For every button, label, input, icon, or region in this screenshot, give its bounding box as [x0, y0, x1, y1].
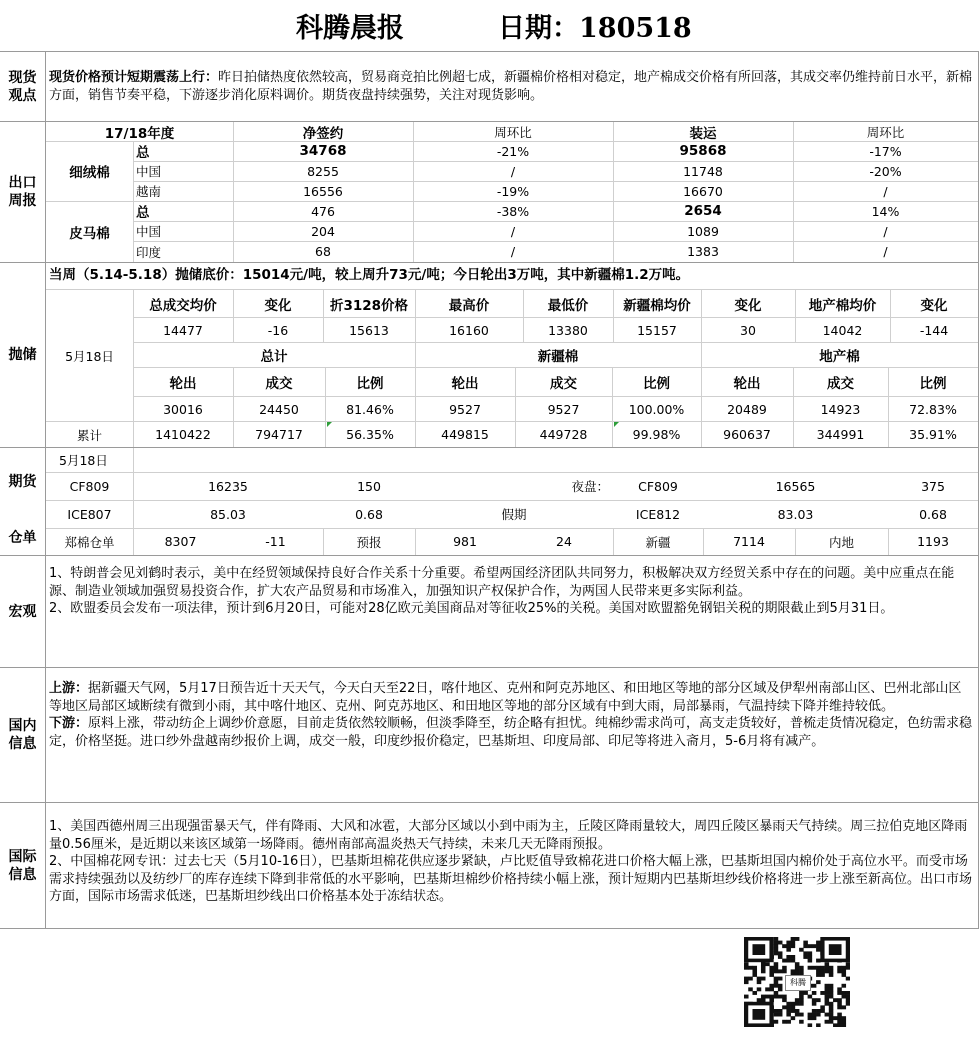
inland-label: 内地: [828, 534, 854, 550]
reserve-cum-value: 960637: [723, 427, 771, 442]
reserve-group-header: 新疆棉: [537, 349, 579, 365]
export-group-upland: 细绒棉: [69, 165, 110, 181]
xinjiang-value: 7114: [733, 534, 765, 549]
reserve-sub-header: 轮出: [733, 376, 761, 392]
export-row-label: 中国: [136, 164, 162, 179]
section-label-spot: 现货观点: [8, 69, 37, 104]
ice-contract: ICE807: [67, 506, 112, 522]
export-cell: /: [883, 183, 888, 199]
reserve-sub-header: 轮出: [451, 376, 479, 392]
reserve-sub-header: 成交: [550, 376, 577, 392]
export-row-label: 总: [136, 205, 150, 221]
ice-change: 0.68: [355, 506, 383, 522]
export-cell: /: [510, 244, 516, 259]
reserve-price-header: 变化: [920, 297, 948, 314]
reserve-date: 5月18日: [65, 348, 114, 364]
section-label-intl: 国际信息: [8, 848, 37, 883]
ice-price-2: 83.03: [777, 506, 814, 522]
export-cell: 14%: [871, 203, 900, 219]
reserve-summary: 当周（5.14-5.18）抛储底价：15014元/吨，较上周升73元/吨；今日轮出3万吨，其中新疆棉1.2万吨。: [49, 267, 690, 283]
reserve-sub-header: 比例: [643, 376, 670, 392]
ice-price: 85.03: [210, 506, 246, 522]
forecast-total: 981: [453, 534, 477, 549]
reserve-cum-value: 56.35%: [346, 427, 394, 442]
futures-change: 150: [357, 478, 381, 494]
export-cell: 68: [315, 244, 331, 259]
intl-text: [49, 818, 974, 906]
export-cell: -38%: [496, 203, 530, 219]
ice-contract-2: ICE812: [635, 506, 681, 522]
forecast-label: 预报: [356, 534, 382, 550]
reserve-price-header: 最高价: [448, 297, 490, 314]
warehouse-label: 郑棉仓单: [64, 534, 115, 550]
macro-item-1: 1、特朗普会见刘鹤时表示，美中在经贸领域保持良好合作关系十分重要。希望两国经济团队共同努力，积极解决双方经贸关系中存在的问题。美中应重点在能源、制造业领域加强贸易投资合作，扩大农产品贸易和市场准入，加强知识产权保护合作，为两国人民带来更多实际利益。: [49, 566, 955, 599]
reserve-cum-value: 99.98%: [632, 427, 681, 442]
export-cell: 16670: [683, 183, 723, 199]
section-label-reserve: 抛储: [8, 347, 37, 363]
export-cell: 16556: [303, 183, 343, 199]
ice-change-2: 0.68: [919, 506, 947, 522]
reserve-cum-value: 794717: [255, 427, 303, 442]
reserve-price-value: 15613: [349, 322, 389, 338]
export-cell: 11748: [683, 163, 723, 179]
export-cell: -20%: [869, 163, 902, 179]
reserve-day-value: 30016: [163, 401, 203, 417]
domestic-upstream: 上游：据新疆天气网，5月17日预告近十天天气，今天白天至22日，喀什地区、克州和阿克苏地区、和田地区等地的部分区域及伊犁州南部山区、巴州北部山区等地区局部区域断续有微到小雨，其中喀什地区、克州、阿克苏地区、和田地区等地的部分区域有中到大雨，局部暴雨，气温持续下降并维持较低。: [49, 681, 962, 714]
forecast-change: 24: [556, 534, 572, 549]
export-cell: /: [510, 163, 516, 179]
qr-center-logo: 科腾: [785, 975, 811, 991]
reserve-price-value: 14042: [822, 322, 863, 338]
export-header-ship: 装运: [689, 125, 717, 142]
macro-item-2: 2、欧盟委员会发布一项法律，预计到6月20日，可能对28亿欧元美国商品对等征收25%的关税。美国对欧盟豁免钢铝关税的期限截止到5月31日。: [49, 601, 894, 616]
export-cell: -19%: [496, 183, 530, 199]
futures-price: 16235: [208, 478, 248, 494]
night-change: 375: [921, 478, 945, 494]
warehouse-total: 8307: [164, 534, 197, 549]
intl-item-2: 2、中国棉花网专讯：过去七天（5月10-16日），巴基斯坦棉花供应逐步紧缺，卢比贬值导致棉花进口价格大幅上涨，巴基斯坦国内棉价处于高位水平。而受市场需求持续强劲以及纺纱厂的库存连续下降到非常低的水平影响，巴基斯坦棉纱价格持续小幅上涨，预计短期内巴基斯坦纱线价格将进一步上涨至新高位。出口市场方面，国际市场需求低迷，巴基斯坦纱线出口价格基本处于冻结状态。: [49, 854, 973, 904]
spot-paragraph: 现货价格预计短期震荡上行：昨日拍储热度依然较高，贸易商竞拍比例超七成，新疆棉价格相对稳定，地产棉成交价格有所回落，其成交率仍维持前日水平，新棉方面，销售节奏平稳，下游逐步消化原料调价。期货夜盘持续强势，关注对现货影响。: [49, 70, 973, 103]
reserve-price-header: 地产棉均价: [808, 297, 877, 314]
export-cell: 1383: [687, 244, 719, 259]
report-header: [0, 6, 979, 48]
export-cell: /: [883, 223, 888, 239]
export-cell: 8255: [307, 163, 339, 179]
reserve-day-value: 9527: [547, 401, 580, 417]
reserve-cum-value: 449815: [441, 427, 489, 442]
report-date: 日期：180518: [498, 13, 692, 44]
export-cell: /: [883, 244, 888, 259]
export-cell: 2654: [684, 203, 722, 219]
reserve-group-header: 地产棉: [819, 349, 860, 365]
section-label-domestic: 国内信息: [8, 718, 37, 752]
reserve-sub-header: 成交: [827, 376, 854, 392]
export-cell: 1089: [687, 223, 719, 239]
reserve-day-value: 81.46%: [346, 401, 394, 417]
reserve-price-header: 最低价: [547, 297, 589, 314]
reserve-price-header: 折3128价格: [329, 297, 409, 314]
reserve-price-header: 变化: [264, 297, 292, 314]
inland-value: 1193: [917, 534, 949, 549]
reserve-price-value: 14477: [163, 322, 203, 338]
export-row-label: 越南: [136, 184, 162, 199]
report-title: 科腾晨报: [296, 13, 404, 44]
export-header-sign-wow: 周环比: [494, 124, 532, 140]
reserve-day-value: 72.83%: [909, 401, 957, 417]
reserve-sub-header: 比例: [919, 376, 947, 392]
section-label-warehouse: 仓单: [8, 530, 37, 546]
export-cell: -21%: [496, 143, 530, 159]
macro-text: [49, 565, 974, 618]
section-label-macro: 宏观: [8, 603, 37, 620]
reserve-day-value: 14923: [820, 401, 861, 417]
reserve-price-header: 总成交均价: [149, 297, 217, 314]
export-group-pima: 皮马棉: [69, 225, 110, 242]
export-cell: 95868: [679, 143, 727, 159]
reserve-day-value: 100.00%: [628, 401, 685, 417]
reserve-cum-value: 35.91%: [909, 427, 957, 442]
holiday-label: 假期: [501, 507, 527, 522]
reserve-cum-value: 344991: [816, 427, 865, 442]
reserve-price-value: 16160: [449, 322, 489, 338]
reserve-cumulative-label: 累计: [76, 427, 102, 443]
export-cell: -17%: [869, 143, 902, 159]
reserve-cum-value: 449728: [539, 427, 588, 442]
export-cell: 34768: [299, 143, 347, 159]
reserve-cum-value: 1410422: [155, 427, 211, 442]
reserve-price-value: 15157: [637, 322, 677, 338]
night-contract: CF809: [638, 478, 678, 494]
night-session-label: 夜盘：: [571, 479, 609, 494]
export-cell: 204: [311, 223, 335, 239]
reserve-day-value: 20489: [727, 401, 767, 417]
export-header-sign: 净签约: [302, 125, 344, 142]
night-price: 16565: [775, 478, 816, 494]
export-header-ship-wow: 周环比: [866, 124, 905, 140]
reserve-day-value: 24450: [259, 401, 299, 417]
reserve-group-header: 总计: [260, 349, 288, 365]
reserve-price-value: 30: [740, 322, 756, 338]
section-label-export: 出口周报: [8, 175, 37, 209]
reserve-price-value: 13380: [548, 322, 588, 338]
reserve-sub-header: 比例: [356, 376, 384, 392]
reserve-price-header: 变化: [734, 297, 762, 314]
futures-contract: CF809: [69, 478, 110, 494]
section-label-futures: 期货: [8, 474, 37, 490]
warehouse-change: -11: [265, 534, 286, 549]
domestic-downstream: 下游：原料上涨，带动纺企上调纱价意愿，目前走货依然较顺畅，但淡季降至，纺企略有担忧。纯棉纱需求尚可，高支走货较好，普梳走货情况稳定，色纺需求稳定，价格坚挺。进口纱外盘越南纱报价上调，成交一般，印度纱报价稳定，巴基斯坦、印度局部、印尼等将进入斋月，5-6月将有减产。: [49, 716, 973, 749]
reserve-day-value: 9527: [449, 401, 481, 417]
export-row-label: 中国: [136, 224, 162, 239]
reserve-price-value: -144: [919, 322, 949, 338]
intl-item-1: 1、美国西德州周三出现强雷暴天气，伴有降雨、大风和冰雹，大部分区域以小到中雨为主，丘陵区降雨量较大，周四丘陵区暴雨天气持续。周三拉伯克地区降雨量0.56厘米，是近期以来该区域第一场降雨。德州南部高温炎热天气持续，未来几天无降雨预报。: [49, 819, 968, 852]
reserve-sub-header: 轮出: [169, 376, 197, 392]
reserve-sub-header: 成交: [265, 376, 293, 392]
export-row-label: 印度: [136, 244, 162, 260]
export-header-season: 17/18年度: [104, 125, 175, 142]
xinjiang-label: 新疆: [645, 534, 671, 550]
reserve-price-header: 新疆棉均价: [623, 297, 691, 314]
domestic-text: [49, 680, 974, 750]
qr-code: [744, 937, 850, 1027]
export-cell: 476: [311, 203, 335, 219]
futures-date: 5月18日: [59, 453, 108, 468]
export-row-label: 总: [136, 145, 150, 161]
export-cell: /: [510, 223, 516, 239]
reserve-price-value: -16: [267, 322, 289, 338]
